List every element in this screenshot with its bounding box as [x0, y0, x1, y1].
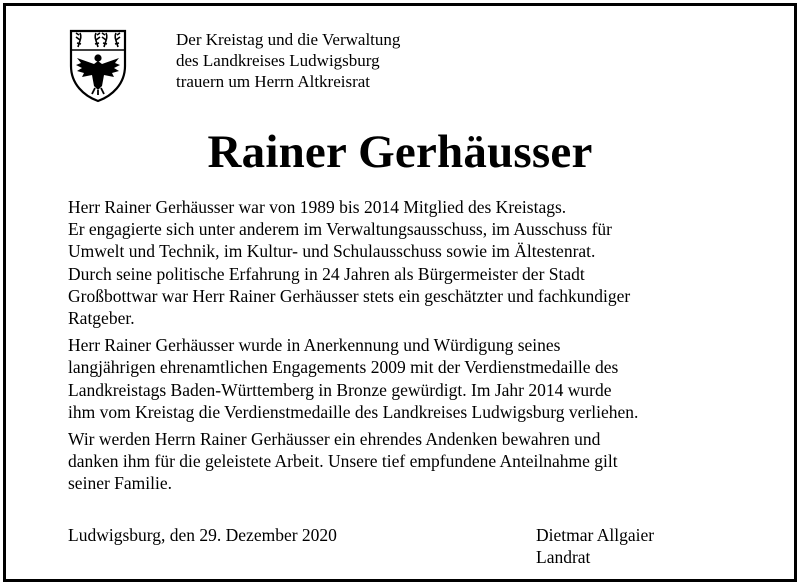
text-line: Umwelt und Technik, im Kultur- und Schulausschuss sowie im Ältestenrat. [68, 241, 596, 262]
text-line: langjährigen ehrenamtlichen Engagements 2009 mit der Verdienstmedaille des [68, 357, 619, 378]
text-line: Er engagierte sich unter anderem im Verwaltungsausschuss, im Ausschuss für [68, 219, 613, 240]
paragraph [68, 334, 768, 423]
text-line: seiner Familie. [68, 473, 173, 494]
text-line: Herr Rainer Gerhäusser war von 1989 bis 2014 Mitglied des Kreistags. [68, 197, 567, 217]
signer-title: Landrat [536, 547, 591, 567]
text-line: Herr Rainer Gerhäusser wurde in Anerkennung und Würdigung seines [68, 335, 561, 356]
header-line: Der Kreistag und die Verwaltung [176, 30, 401, 49]
header-text [176, 29, 400, 92]
text-line: danken ihm für die geleistete Arbeit. Unsere tief empfundene Anteilnahme gilt [68, 451, 618, 472]
deceased-name: Rainer Gerhäusser [207, 126, 593, 178]
paragraph [68, 428, 768, 495]
text-line: Landkreistags Baden-Württemberg in Bronze gewürdigt. Im Jahr 2014 wurde [68, 379, 612, 400]
notice-body [68, 196, 768, 500]
obituary-notice [3, 3, 797, 582]
header-line: des Landkreises Ludwigsburg [176, 51, 380, 70]
text-line: Wir werden Herrn Rainer Gerhäusser ein ehrendes Andenken bewahren und [68, 429, 601, 450]
signature-block [536, 524, 654, 568]
text-line: Durch seine politische Erfahrung in 24 Jahren als Bürgermeister der Stadt [68, 263, 585, 284]
coat-of-arms-icon [68, 28, 128, 104]
text-line: ihm vom Kreistag die Verdienstmedaille des Landkreises Ludwigsburg verliehen. [68, 401, 639, 422]
text-line: Ratgeber. [68, 308, 135, 329]
text-line: Großbottwar war Herr Rainer Gerhäusser stets ein geschätzter und fachkundiger [68, 285, 631, 306]
paragraph [68, 196, 768, 329]
place-date: Ludwigsburg, den 29. Dezember 2020 [68, 525, 337, 545]
signer-name: Dietmar Allgaier [536, 525, 655, 545]
header-line: trauern um Herrn Altkreisrat [176, 72, 371, 91]
